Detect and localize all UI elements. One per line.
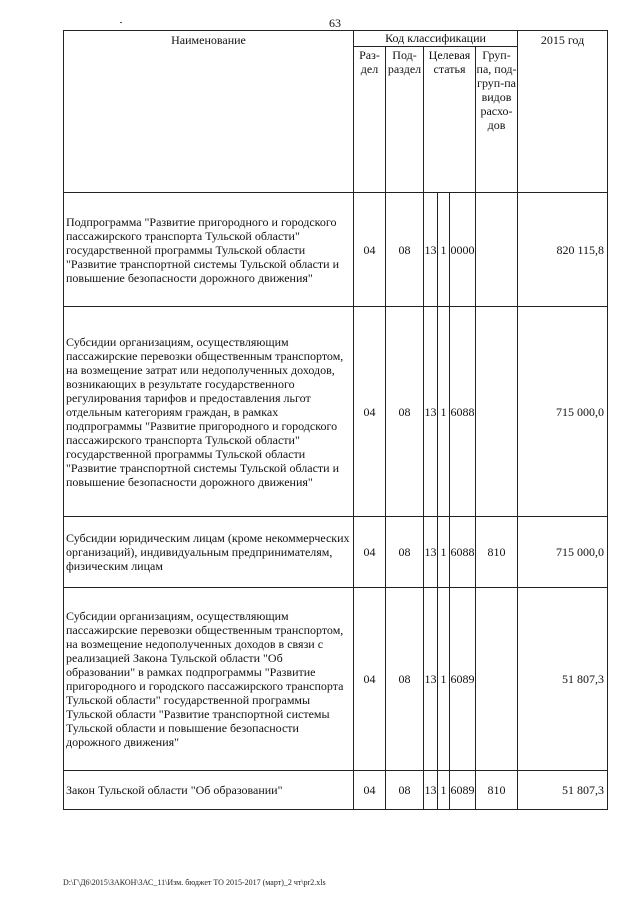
row-podrazdel: 08 xyxy=(386,771,424,810)
row-cs3: 6089 xyxy=(450,588,476,771)
row-cs2: 1 xyxy=(438,588,450,771)
table-row xyxy=(64,771,608,810)
row-razdel: 04 xyxy=(354,307,386,517)
col-header-razdel: Раз-дел xyxy=(354,47,386,193)
col-header-gruppa: Груп-па, под-груп-па видов расхо-дов xyxy=(476,47,518,193)
col-header-tselevaya: Целевая статья xyxy=(424,47,476,193)
col-header-podrazdel: Под-раздел xyxy=(386,47,424,193)
row-razdel: 04 xyxy=(354,771,386,810)
col-header-year: 2015 год xyxy=(518,31,608,193)
row-podrazdel: 08 xyxy=(386,588,424,771)
row-podrazdel: 08 xyxy=(386,307,424,517)
budget-table xyxy=(63,30,608,810)
row-cs1: 13 xyxy=(424,193,438,307)
table-row xyxy=(64,517,608,588)
row-cs3: 6089 xyxy=(450,771,476,810)
row-name: Субсидии организациям, осуществляющим пассажирские перевозки общественным транспортом, на возмещение недополученных доходов в связи с реализацией Закона Тульской области "Об образовании" в рамках подпрограммы "Развитие пригородного и городского пассажирского транспорта Тульской области" государственной программы Тульской области "Развитие транспортной системы Тульской области и повышение безопасности дорожного движения" xyxy=(64,588,354,771)
table-row xyxy=(64,307,608,517)
row-cs3: 6088 xyxy=(450,517,476,588)
scan-mark xyxy=(120,22,122,23)
row-amount: 715 000,0 xyxy=(518,517,608,588)
row-cs2: 1 xyxy=(438,517,450,588)
col-header-classification: Код классификации xyxy=(354,31,518,47)
row-name: Субсидии юридическим лицам (кроме некоммерческих организаций), индивидуальным предпринимателям, физическим лицам xyxy=(64,517,354,588)
table-row xyxy=(64,588,608,771)
row-name: Закон Тульской области "Об образовании" xyxy=(64,771,354,810)
row-vid xyxy=(476,307,518,517)
row-cs1: 13 xyxy=(424,517,438,588)
row-amount: 51 807,3 xyxy=(518,588,608,771)
row-cs1: 13 xyxy=(424,307,438,517)
row-amount: 820 115,8 xyxy=(518,193,608,307)
row-podrazdel: 08 xyxy=(386,193,424,307)
row-razdel: 04 xyxy=(354,588,386,771)
header-row-1 xyxy=(64,31,608,47)
row-cs2: 1 xyxy=(438,193,450,307)
row-amount: 51 807,3 xyxy=(518,771,608,810)
row-vid xyxy=(476,588,518,771)
row-vid: 810 xyxy=(476,517,518,588)
row-vid: 810 xyxy=(476,771,518,810)
col-header-name: Наименование xyxy=(64,31,354,193)
row-cs1: 13 xyxy=(424,588,438,771)
page-number: 63 xyxy=(329,16,341,30)
row-cs3: 6088 xyxy=(450,307,476,517)
row-razdel: 04 xyxy=(354,193,386,307)
row-cs1: 13 xyxy=(424,771,438,810)
table-row xyxy=(64,193,608,307)
file-path-footer: D:\Г\Д6\2015\ЗАКОН\ЗАС_11\Изм. бюджет ТО 2015-2017 (март)_2 чт\pr2.xls xyxy=(63,878,326,887)
row-podrazdel: 08 xyxy=(386,517,424,588)
row-vid xyxy=(476,193,518,307)
row-razdel: 04 xyxy=(354,517,386,588)
row-cs3: 0000 xyxy=(450,193,476,307)
row-name: Субсидии организациям, осуществляющим пассажирские перевозки общественным транспортом, на возмещение затрат или недополученных доходов, возникающих в результате государственного регулирования тарифов и предоставления льгот отдельным категориям граждан, в рамках подпрограммы "Развитие пригородного и городского пассажирского транспорта Тульской области" государственной программы Тульской области "Развитие транспортной системы Тульской области и повышение безопасности дорожного движения" xyxy=(64,307,354,517)
row-name: Подпрограмма "Развитие пригородного и городского пассажирского транспорта Тульской области" государственной программы Тульской области "Развитие транспортной системы Тульской области и повышение безопасности дорожного движения" xyxy=(64,193,354,307)
row-cs2: 1 xyxy=(438,771,450,810)
row-amount: 715 000,0 xyxy=(518,307,608,517)
row-cs2: 1 xyxy=(438,307,450,517)
